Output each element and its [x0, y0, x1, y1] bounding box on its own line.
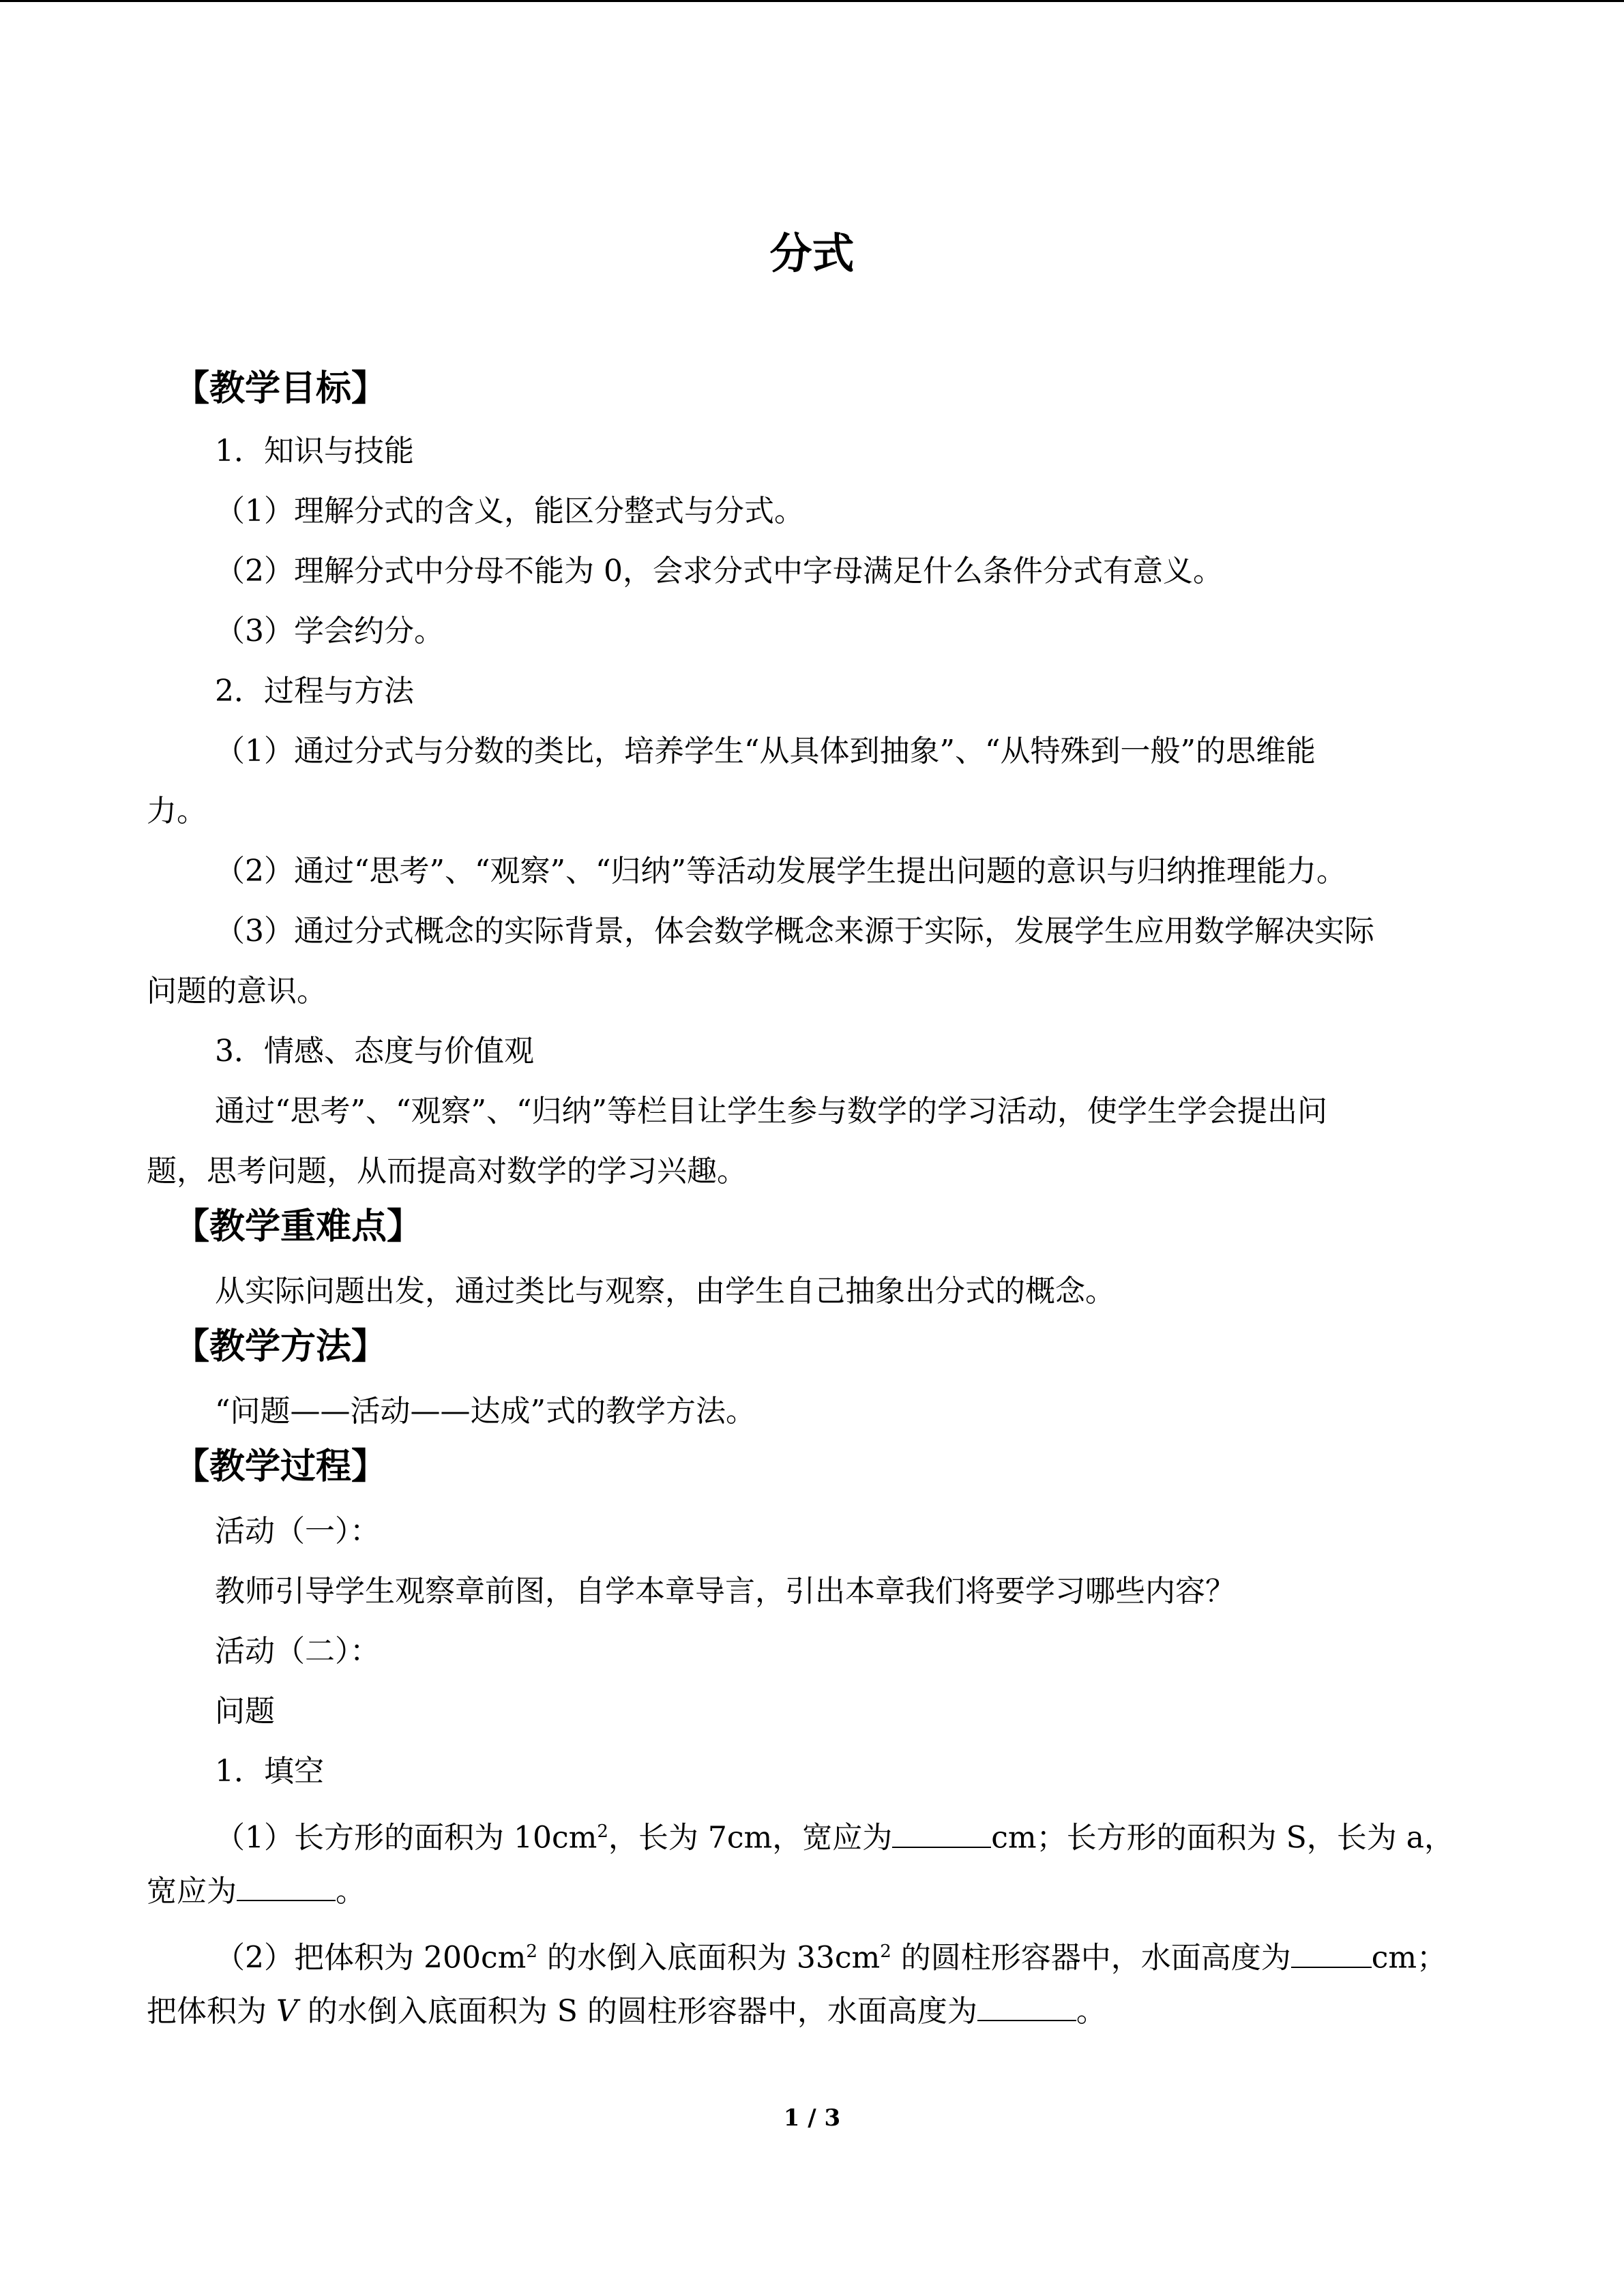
q1-blank-width-expr [237, 1873, 336, 1901]
page-title: 分式 [769, 228, 855, 278]
goal-2-1: （1）通过分式与分数的类比，培养学生“从具体到抽象”、“从特殊到一般”的思维能 [215, 734, 1316, 769]
q2-text-e: 把体积为 [147, 1994, 276, 2029]
q2-superscript-1: 2 [526, 1941, 537, 1962]
q2-text-a: （2）把体积为 200cm [215, 1940, 527, 1976]
q2-text-d: cm； [1371, 1940, 1447, 1976]
fill-blank-label: 1．填空 [215, 1754, 324, 1789]
page-number: 1 / 3 [783, 2104, 841, 2132]
goal-1: 1．知识与技能 [215, 434, 414, 468]
q1-text-d: 宽应为 [147, 1874, 237, 1909]
activity-2-label: 活动（二）： [215, 1634, 380, 1669]
q2-text-c: 的圆柱形容器中，水面高度为 [891, 1940, 1291, 1976]
q1-text-b: ，长为 7cm，宽应为 [608, 1820, 893, 1855]
activity-1-label: 活动（一）： [215, 1514, 380, 1549]
question-2-line [215, 1930, 1447, 1980]
goal-2-2: （2）通过“思考”、“观察”、“归纳”等活动发展学生提出问题的意识与归纳推理能力。 [215, 854, 1346, 889]
q1-text-e: 。 [336, 1874, 366, 1909]
question-1-line-cont [147, 1870, 366, 1913]
goal-2-3-cont: 问题的意识。 [147, 974, 327, 1009]
q2-superscript-2: 2 [880, 1941, 891, 1962]
goal-2-3: （3）通过分式概念的实际背景，体会数学概念来源于实际，发展学生应用数学解决实际 [215, 914, 1374, 949]
q2-text-b: 的水倒入底面积为 33cm [537, 1940, 881, 1976]
q2-blank-height-expr [977, 1993, 1076, 2021]
goal-1-2: （2）理解分式中分母不能为 0，会求分式中字母满足什么条件分式有意义。 [215, 554, 1223, 588]
q2-text-f: 的水倒入底面积为 S 的圆柱形容器中，水面高度为 [297, 1994, 977, 2029]
goal-2: 2．过程与方法 [215, 674, 414, 709]
goal-1-3: （3）学会约分。 [215, 614, 444, 648]
section-heading-methods: 【教学方法】 [174, 1326, 387, 1367]
q2-variable-v: V [276, 1994, 298, 2029]
goal-2-1-cont: 力。 [147, 794, 207, 829]
methods-text: “问题——活动——达成”式的教学方法。 [215, 1394, 756, 1429]
q2-text-g: 。 [1076, 1994, 1106, 2029]
goal-1-1: （1）理解分式的含义，能区分整式与分式。 [215, 494, 804, 528]
goal-3-1-cont: 题，思考问题，从而提高对数学的学习兴趣。 [147, 1154, 747, 1189]
q1-text-a: （1）长方形的面积为 10cm [215, 1820, 597, 1855]
goal-3-1: 通过“思考”、“观察”、“归纳”等栏目让学生参与数学的学习活动，使学生学会提出问 [215, 1094, 1327, 1129]
section-heading-key-points: 【教学重难点】 [174, 1206, 423, 1247]
goal-3: 3．情感、态度与价值观 [215, 1034, 534, 1069]
key-points-text: 从实际问题出发，通过类比与观察，由学生自己抽象出分式的概念。 [215, 1274, 1115, 1309]
q2-blank-height [1291, 1939, 1372, 1968]
q1-blank-width [892, 1819, 991, 1848]
section-heading-goals: 【教学目标】 [174, 368, 387, 409]
q1-text-c: cm；长方形的面积为 S，长为 a， [991, 1820, 1454, 1855]
question-1-line [215, 1810, 1454, 1860]
question-2-line-cont [147, 1990, 1106, 2033]
q1-superscript: 2 [597, 1821, 608, 1842]
section-heading-process: 【教学过程】 [174, 1446, 387, 1487]
activity-1-text: 教师引导学生观察章前图，自学本章导言，引出本章我们将要学习哪些内容？ [215, 1574, 1235, 1609]
question-label: 问题 [215, 1694, 275, 1729]
